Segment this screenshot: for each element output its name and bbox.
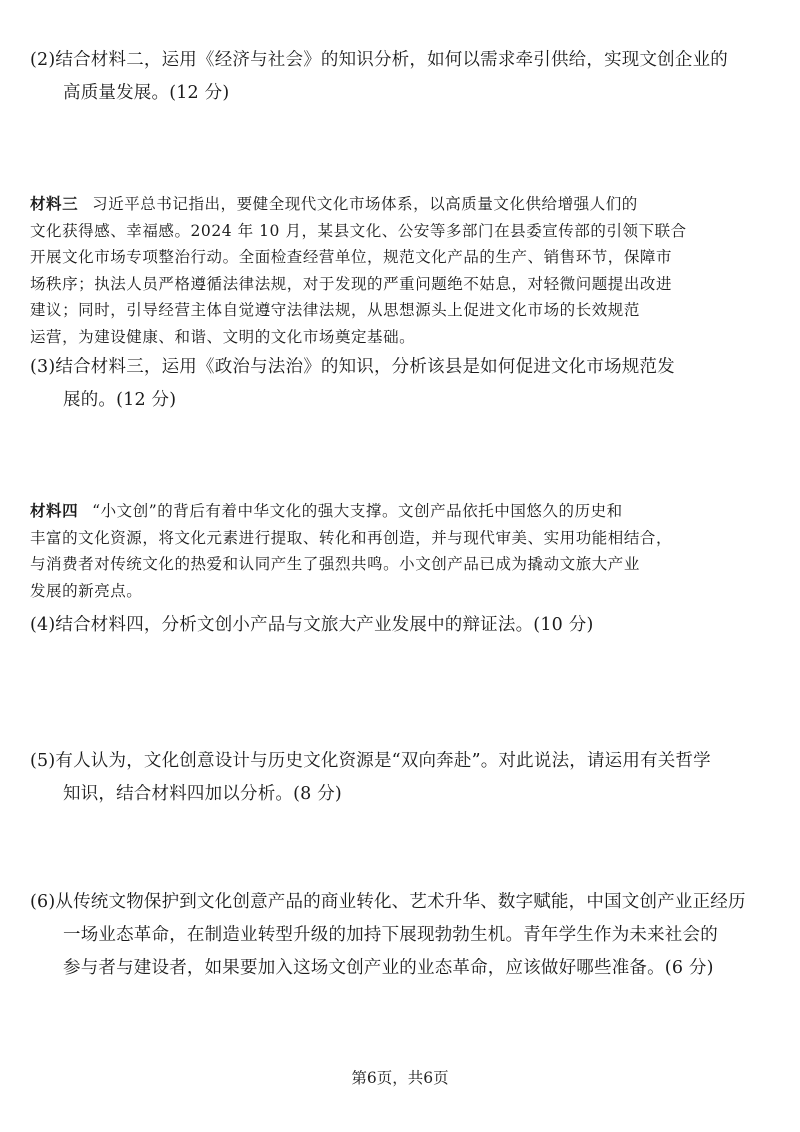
question-6-line: 一场业态革命，在制造业转型升级的加持下展现勃勃生机。青年学生作为未来社会的 [63, 925, 718, 945]
material-4-line: 丰富的文化资源，将文化元素进行提取、转化和再创造，并与现代审美、实用功能相结合， [30, 528, 673, 547]
question-6 [30, 886, 765, 985]
material-3-line: 场秩序；执法人员严格遵循法律法规，对于发现的严重问题绝不姑息，对轻微问题提出改进 [30, 274, 673, 293]
material-3 [30, 191, 765, 350]
question-5 [30, 745, 765, 811]
question-4-line: (4)结合材料四，分析文创小产品与文旅大产业发展中的辩证法。(10 分) [30, 615, 594, 635]
question-5-line: (5)有人认为，文化创意设计与历史文化资源是“双向奔赴”。对此说法，请运用有关哲学 [30, 751, 711, 771]
material-4-text: “小文创”的背后有着中华文化的强大支撑。文创产品依托中国悠久的历史和 [92, 502, 623, 520]
material-3-line [30, 191, 765, 218]
question-2-line: 高质量发展。(12 分) [63, 83, 230, 103]
material-4-line: 发展的新亮点。 [30, 581, 143, 600]
material-4-line: 与消费者对传统文化的热爱和认同产生了强烈共鸣。小文创产品已成为撬动文旅大产业 [30, 555, 640, 573]
material-3-line: 运营，为建设健康、和谐、文明的文化市场奠定基础。 [30, 327, 416, 346]
question-6-line: (6)从传统文物保护到文化创意产品的商业转化、艺术升华、数字赋能，中国文创产业正经历 [30, 892, 746, 912]
question-4 [30, 609, 765, 642]
material-4-heading: 材料四 [30, 502, 79, 520]
material-4 [30, 498, 765, 604]
question-2-line: (2)结合材料二，运用《经济与社会》的知识分析，如何以需求牵引供给，实现文创企业的 [30, 50, 728, 70]
question-3-line: (3)结合材料三，运用《政治与法治》的知识，分析该县是如何促进文化市场规范发 [30, 357, 675, 377]
question-6-line: 参与者与建设者，如果要加入这场文创产业的业态革命，应该做好哪些准备。(6 分) [63, 958, 714, 978]
material-3-line: 文化获得感、幸福感。2024 年 10 月，某县文化、公安等多部门在县委宣传部的引领下联合 [30, 221, 687, 240]
question-5-line: 知识，结合材料四加以分析。(8 分) [63, 784, 342, 804]
question-3-line: 展的。(12 分) [63, 390, 177, 410]
material-3-line: 建议；同时，引导经营主体自觉遵守法律法规，从思想源头上促进文化市场的长效规范 [30, 301, 640, 319]
question-2 [30, 44, 765, 110]
material-3-heading: 材料三 [30, 195, 79, 213]
page-number: 第6页，共6页 [351, 1069, 449, 1087]
material-3-line: 开展文化市场专项整治行动。全面检查经营单位，规范文化产品的生产、销售环节，保障市 [30, 248, 673, 266]
question-3 [30, 351, 765, 417]
material-4-line [30, 498, 765, 525]
material-3-text: 习近平总书记指出，要健全现代文化市场体系，以高质量文化供给增强人们的 [92, 195, 638, 213]
